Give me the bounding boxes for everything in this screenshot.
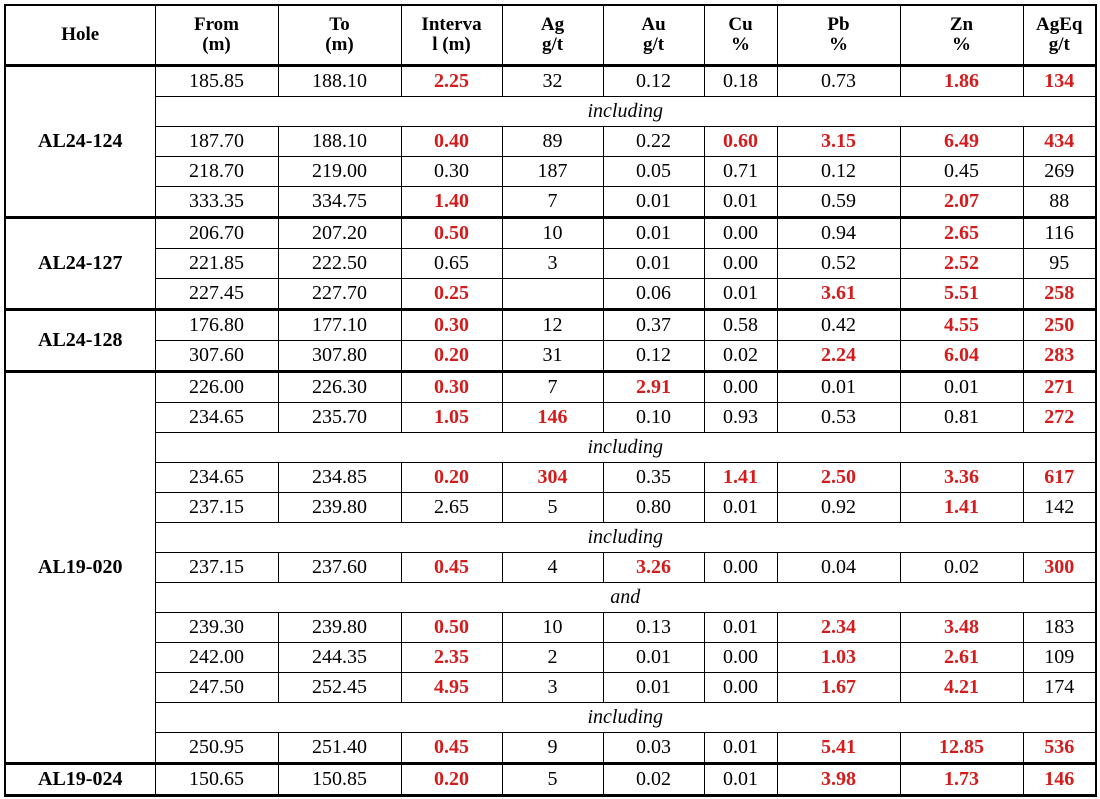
- interval-cell: 0.65: [401, 249, 502, 279]
- subinterval-label-row: [5, 523, 1096, 553]
- zn-cell: 0.01: [900, 372, 1023, 403]
- cu-cell: 0.93: [704, 403, 777, 433]
- to-cell: 252.45: [278, 673, 401, 703]
- pb-cell: 3.98: [777, 764, 900, 796]
- pb-cell: 2.34: [777, 613, 900, 643]
- to-cell: 177.10: [278, 310, 401, 341]
- zn-cell: 6.04: [900, 341, 1023, 372]
- ageq-cell: 272: [1023, 403, 1096, 433]
- table-row: [5, 733, 1096, 764]
- au-cell: 0.01: [603, 673, 704, 703]
- au-cell: 0.01: [603, 218, 704, 249]
- zn-cell: 2.65: [900, 218, 1023, 249]
- cu-cell: 0.00: [704, 643, 777, 673]
- subinterval-label: and: [155, 583, 1096, 613]
- column-header-zn-line2: %: [952, 34, 971, 55]
- column-header-au-line2: g/t: [642, 34, 665, 55]
- from-cell: 187.70: [155, 127, 278, 157]
- ageq-cell: 271: [1023, 372, 1096, 403]
- interval-cell: 0.20: [401, 341, 502, 372]
- to-cell: 219.00: [278, 157, 401, 187]
- to-cell: 244.35: [278, 643, 401, 673]
- hole-id-cell: AL24-127: [5, 218, 155, 310]
- interval-cell: 0.30: [401, 310, 502, 341]
- au-cell: 0.12: [603, 341, 704, 372]
- ag-cell: 12: [502, 310, 603, 341]
- cu-cell: 1.41: [704, 463, 777, 493]
- cu-cell: 0.01: [704, 733, 777, 764]
- from-cell: 218.70: [155, 157, 278, 187]
- from-cell: 250.95: [155, 733, 278, 764]
- from-cell: 227.45: [155, 279, 278, 310]
- pb-cell: 3.61: [777, 279, 900, 310]
- to-cell: 150.85: [278, 764, 401, 796]
- column-header-au: [603, 5, 704, 66]
- cu-cell: 0.58: [704, 310, 777, 341]
- to-cell: 239.80: [278, 613, 401, 643]
- table-header: [5, 5, 1096, 66]
- from-cell: 239.30: [155, 613, 278, 643]
- from-cell: 237.15: [155, 553, 278, 583]
- column-header-ageq-line1: AgEq: [1036, 14, 1083, 36]
- column-header-cu: [704, 5, 777, 66]
- from-cell: 150.65: [155, 764, 278, 796]
- header-row: [5, 5, 1096, 66]
- table-row: [5, 249, 1096, 279]
- from-cell: 221.85: [155, 249, 278, 279]
- subinterval-label: including: [155, 97, 1096, 127]
- ag-cell: 3: [502, 673, 603, 703]
- subinterval-label: including: [155, 703, 1096, 733]
- ageq-cell: 88: [1023, 187, 1096, 218]
- ag-cell: 10: [502, 218, 603, 249]
- table-row: [5, 218, 1096, 249]
- ageq-cell: 134: [1023, 66, 1096, 97]
- au-cell: 0.06: [603, 279, 704, 310]
- pb-cell: 0.73: [777, 66, 900, 97]
- ageq-cell: 300: [1023, 553, 1096, 583]
- subinterval-label-row: [5, 433, 1096, 463]
- column-header-pb-line1: Pb: [827, 14, 850, 36]
- pb-cell: 0.04: [777, 553, 900, 583]
- pb-cell: 0.42: [777, 310, 900, 341]
- ag-cell: 5: [502, 493, 603, 523]
- ag-cell: 31: [502, 341, 603, 372]
- to-cell: 251.40: [278, 733, 401, 764]
- table-row: [5, 279, 1096, 310]
- zn-cell: 5.51: [900, 279, 1023, 310]
- pb-cell: 1.67: [777, 673, 900, 703]
- interval-cell: 4.95: [401, 673, 502, 703]
- to-cell: 239.80: [278, 493, 401, 523]
- pb-cell: 2.50: [777, 463, 900, 493]
- from-cell: 247.50: [155, 673, 278, 703]
- au-cell: 0.22: [603, 127, 704, 157]
- from-cell: 234.65: [155, 403, 278, 433]
- interval-cell: 0.20: [401, 463, 502, 493]
- to-cell: 226.30: [278, 372, 401, 403]
- interval-cell: 0.30: [401, 372, 502, 403]
- interval-cell: 0.45: [401, 733, 502, 764]
- zn-cell: 0.45: [900, 157, 1023, 187]
- from-cell: 185.85: [155, 66, 278, 97]
- from-cell: 226.00: [155, 372, 278, 403]
- hole-id-cell: AL24-128: [5, 310, 155, 372]
- from-cell: 333.35: [155, 187, 278, 218]
- ag-cell: 89: [502, 127, 603, 157]
- column-header-ag-line1: Ag: [540, 14, 565, 36]
- subinterval-label: including: [155, 523, 1096, 553]
- ageq-cell: 250: [1023, 310, 1096, 341]
- table-row: [5, 463, 1096, 493]
- au-cell: 0.01: [603, 249, 704, 279]
- pb-cell: 0.92: [777, 493, 900, 523]
- column-header-zn-line1: Zn: [949, 14, 974, 36]
- table-row: [5, 613, 1096, 643]
- interval-cell: 0.45: [401, 553, 502, 583]
- column-header-cu-line1: Cu: [728, 14, 753, 36]
- interval-cell: 2.35: [401, 643, 502, 673]
- au-cell: 0.01: [603, 643, 704, 673]
- cu-cell: 0.71: [704, 157, 777, 187]
- to-cell: 207.20: [278, 218, 401, 249]
- ageq-cell: 434: [1023, 127, 1096, 157]
- au-cell: 0.05: [603, 157, 704, 187]
- column-header-pb: [777, 5, 900, 66]
- zn-cell: 2.52: [900, 249, 1023, 279]
- cu-cell: 0.01: [704, 187, 777, 218]
- pb-cell: 3.15: [777, 127, 900, 157]
- column-header-from: [155, 5, 278, 66]
- table-row: [5, 372, 1096, 403]
- ageq-cell: 142: [1023, 493, 1096, 523]
- column-header-to: [278, 5, 401, 66]
- pb-cell: 1.03: [777, 643, 900, 673]
- column-header-interval-line1: Interva: [421, 14, 482, 36]
- ag-cell: 9: [502, 733, 603, 764]
- cu-cell: 0.18: [704, 66, 777, 97]
- column-header-ageq: [1023, 5, 1096, 66]
- table-row: [5, 553, 1096, 583]
- cu-cell: 0.00: [704, 249, 777, 279]
- ag-cell: [502, 279, 603, 310]
- interval-cell: 0.20: [401, 764, 502, 796]
- cu-cell: 0.00: [704, 372, 777, 403]
- zn-cell: 3.48: [900, 613, 1023, 643]
- interval-cell: 2.65: [401, 493, 502, 523]
- table-row: [5, 187, 1096, 218]
- zn-cell: 4.55: [900, 310, 1023, 341]
- au-cell: 0.35: [603, 463, 704, 493]
- column-header-to-line2: (m): [325, 34, 354, 55]
- ageq-cell: 109: [1023, 643, 1096, 673]
- zn-cell: 0.81: [900, 403, 1023, 433]
- ageq-cell: 183: [1023, 613, 1096, 643]
- hole-id-cell: AL24-124: [5, 66, 155, 218]
- zn-cell: 1.41: [900, 493, 1023, 523]
- table-row: [5, 66, 1096, 97]
- ag-cell: 7: [502, 187, 603, 218]
- to-cell: 188.10: [278, 66, 401, 97]
- to-cell: 334.75: [278, 187, 401, 218]
- cu-cell: 0.00: [704, 553, 777, 583]
- column-header-cu-line2: %: [731, 34, 750, 55]
- to-cell: 222.50: [278, 249, 401, 279]
- column-header-to-line1: To: [329, 14, 350, 36]
- interval-cell: 0.50: [401, 613, 502, 643]
- table-row: [5, 493, 1096, 523]
- pb-cell: 2.24: [777, 341, 900, 372]
- subinterval-label-row: [5, 583, 1096, 613]
- zn-cell: 2.07: [900, 187, 1023, 218]
- zn-cell: 6.49: [900, 127, 1023, 157]
- interval-cell: 1.40: [401, 187, 502, 218]
- ag-cell: 146: [502, 403, 603, 433]
- to-cell: 188.10: [278, 127, 401, 157]
- pb-cell: 0.94: [777, 218, 900, 249]
- subinterval-label-row: [5, 703, 1096, 733]
- ageq-cell: 536: [1023, 733, 1096, 764]
- pb-cell: 0.53: [777, 403, 900, 433]
- interval-cell: 1.05: [401, 403, 502, 433]
- pb-cell: 0.52: [777, 249, 900, 279]
- interval-cell: 0.40: [401, 127, 502, 157]
- column-header-ageq-line2: g/t: [1048, 34, 1070, 55]
- table-row: [5, 643, 1096, 673]
- pb-cell: 0.12: [777, 157, 900, 187]
- au-cell: 0.01: [603, 187, 704, 218]
- interval-cell: 2.25: [401, 66, 502, 97]
- cu-cell: 0.00: [704, 218, 777, 249]
- cu-cell: 0.02: [704, 341, 777, 372]
- cu-cell: 0.01: [704, 764, 777, 796]
- zn-cell: 2.61: [900, 643, 1023, 673]
- au-cell: 0.12: [603, 66, 704, 97]
- pb-cell: 5.41: [777, 733, 900, 764]
- zn-cell: 3.36: [900, 463, 1023, 493]
- cu-cell: 0.00: [704, 673, 777, 703]
- ageq-cell: 269: [1023, 157, 1096, 187]
- table-row: [5, 310, 1096, 341]
- table-body: [5, 66, 1096, 796]
- table-row: [5, 127, 1096, 157]
- ageq-cell: 174: [1023, 673, 1096, 703]
- ageq-cell: 283: [1023, 341, 1096, 372]
- pb-cell: 0.01: [777, 372, 900, 403]
- ag-cell: 5: [502, 764, 603, 796]
- interval-cell: 0.50: [401, 218, 502, 249]
- ageq-cell: 116: [1023, 218, 1096, 249]
- interval-cell: 0.25: [401, 279, 502, 310]
- au-cell: 0.02: [603, 764, 704, 796]
- subinterval-label: including: [155, 433, 1096, 463]
- au-cell: 2.91: [603, 372, 704, 403]
- from-cell: 242.00: [155, 643, 278, 673]
- from-cell: 176.80: [155, 310, 278, 341]
- to-cell: 307.80: [278, 341, 401, 372]
- to-cell: 235.70: [278, 403, 401, 433]
- zn-cell: 4.21: [900, 673, 1023, 703]
- column-header-ag: [502, 5, 603, 66]
- cu-cell: 0.60: [704, 127, 777, 157]
- from-cell: 234.65: [155, 463, 278, 493]
- zn-cell: 0.02: [900, 553, 1023, 583]
- ag-cell: 304: [502, 463, 603, 493]
- pb-cell: 0.59: [777, 187, 900, 218]
- au-cell: 0.13: [603, 613, 704, 643]
- to-cell: 227.70: [278, 279, 401, 310]
- ageq-cell: 95: [1023, 249, 1096, 279]
- ageq-cell: 617: [1023, 463, 1096, 493]
- au-cell: 3.26: [603, 553, 704, 583]
- column-header-pb-line2: %: [829, 34, 848, 55]
- column-header-from-line1: From: [193, 14, 240, 36]
- subinterval-label-row: [5, 97, 1096, 127]
- zn-cell: 1.86: [900, 66, 1023, 97]
- ag-cell: 3: [502, 249, 603, 279]
- cu-cell: 0.01: [704, 493, 777, 523]
- ag-cell: 7: [502, 372, 603, 403]
- table-row: [5, 764, 1096, 796]
- au-cell: 0.80: [603, 493, 704, 523]
- ageq-cell: 146: [1023, 764, 1096, 796]
- column-header-ag-line2: g/t: [541, 34, 564, 55]
- assay-results-table: [4, 4, 1097, 797]
- ageq-cell: 258: [1023, 279, 1096, 310]
- table-row: [5, 157, 1096, 187]
- column-header-interval: [401, 5, 502, 66]
- ag-cell: 32: [502, 66, 603, 97]
- column-header-zn: [900, 5, 1023, 66]
- table-row: [5, 403, 1096, 433]
- interval-cell: 0.30: [401, 157, 502, 187]
- zn-cell: 12.85: [900, 733, 1023, 764]
- ag-cell: 2: [502, 643, 603, 673]
- au-cell: 0.03: [603, 733, 704, 764]
- ag-cell: 10: [502, 613, 603, 643]
- au-cell: 0.37: [603, 310, 704, 341]
- cu-cell: 0.01: [704, 279, 777, 310]
- column-header-au-line1: Au: [641, 14, 666, 36]
- column-header-hole: [5, 5, 155, 66]
- from-cell: 206.70: [155, 218, 278, 249]
- cu-cell: 0.01: [704, 613, 777, 643]
- column-header-interval-line2: l (m): [432, 34, 471, 55]
- from-cell: 307.60: [155, 341, 278, 372]
- hole-id-cell: AL19-020: [5, 372, 155, 764]
- from-cell: 237.15: [155, 493, 278, 523]
- column-header-from-line2: (m): [202, 34, 231, 55]
- to-cell: 234.85: [278, 463, 401, 493]
- table-row: [5, 341, 1096, 372]
- column-header-hole-line1: Hole: [61, 24, 100, 46]
- table-row: [5, 673, 1096, 703]
- ag-cell: 4: [502, 553, 603, 583]
- hole-id-cell: AL19-024: [5, 764, 155, 796]
- to-cell: 237.60: [278, 553, 401, 583]
- ag-cell: 187: [502, 157, 603, 187]
- zn-cell: 1.73: [900, 764, 1023, 796]
- au-cell: 0.10: [603, 403, 704, 433]
